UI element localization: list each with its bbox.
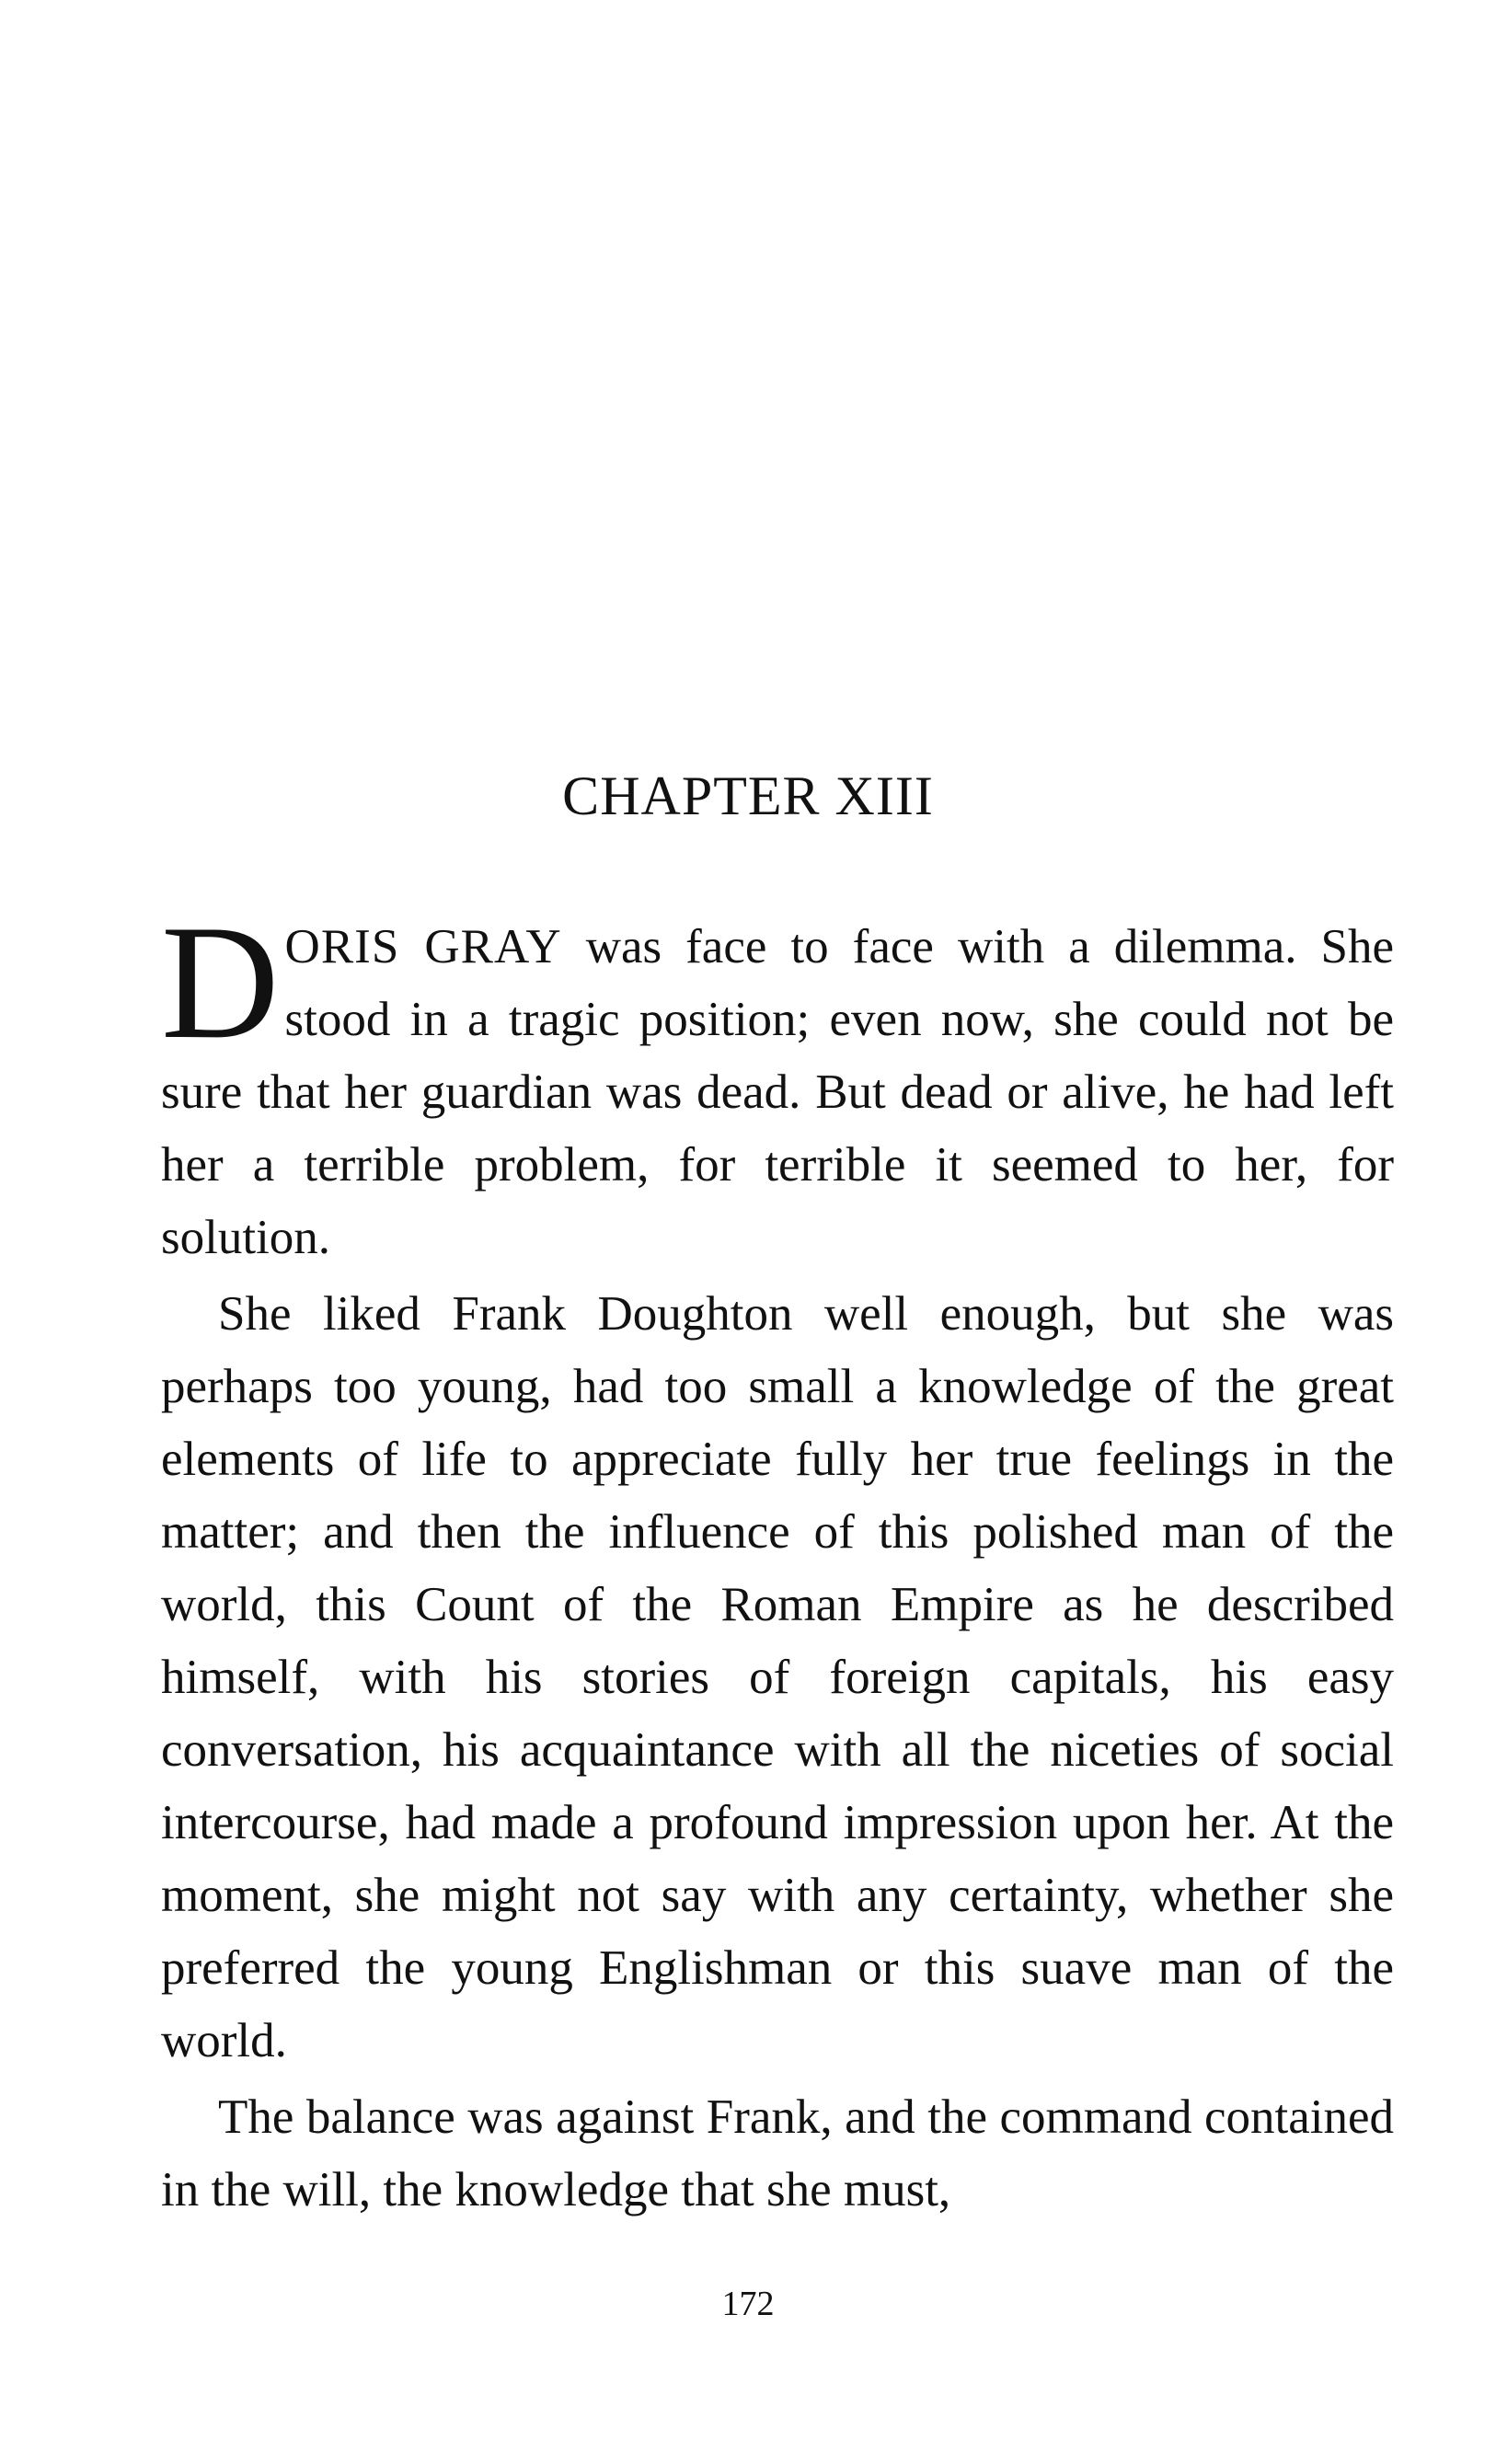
chapter-title: CHAPTER XIII bbox=[562, 766, 934, 826]
paragraph-3: The balance was against Frank, and the command contained in the will, the knowledge that she must, bbox=[161, 2090, 1394, 2216]
drop-cap-letter: D bbox=[161, 891, 280, 1073]
paragraph-2: She liked Frank Doughton well enough, but she was perhaps too young, had too small a knowledge of the great elements of life to appreciate fully her true feelings in the matter; and then the influence of this polished man of the world, this Count of the Roman Empire as he described himself, with his stories of foreign capitals, his easy conversation, his acquaintance with all the niceties of social intercourse, had made a profound impression upon her. At the moment, she might not say with any certainty, whether she preferred the young Englishman or this suave man of the world. bbox=[161, 1287, 1394, 2067]
chapter-body bbox=[161, 891, 1395, 2227]
paragraph-1-text: was face to face with a dilemma. She stood in a tragic position; even now, she could not be sure that her guardian was dead. But dead or alive, he had left her a terrible problem, for terrible it seemed to her, for solution. bbox=[161, 920, 1395, 1264]
page-number: 172 bbox=[721, 2285, 775, 2323]
paragraph-1 bbox=[161, 891, 1395, 1274]
paragraph-lead-words: ORIS GRAY bbox=[284, 920, 562, 973]
